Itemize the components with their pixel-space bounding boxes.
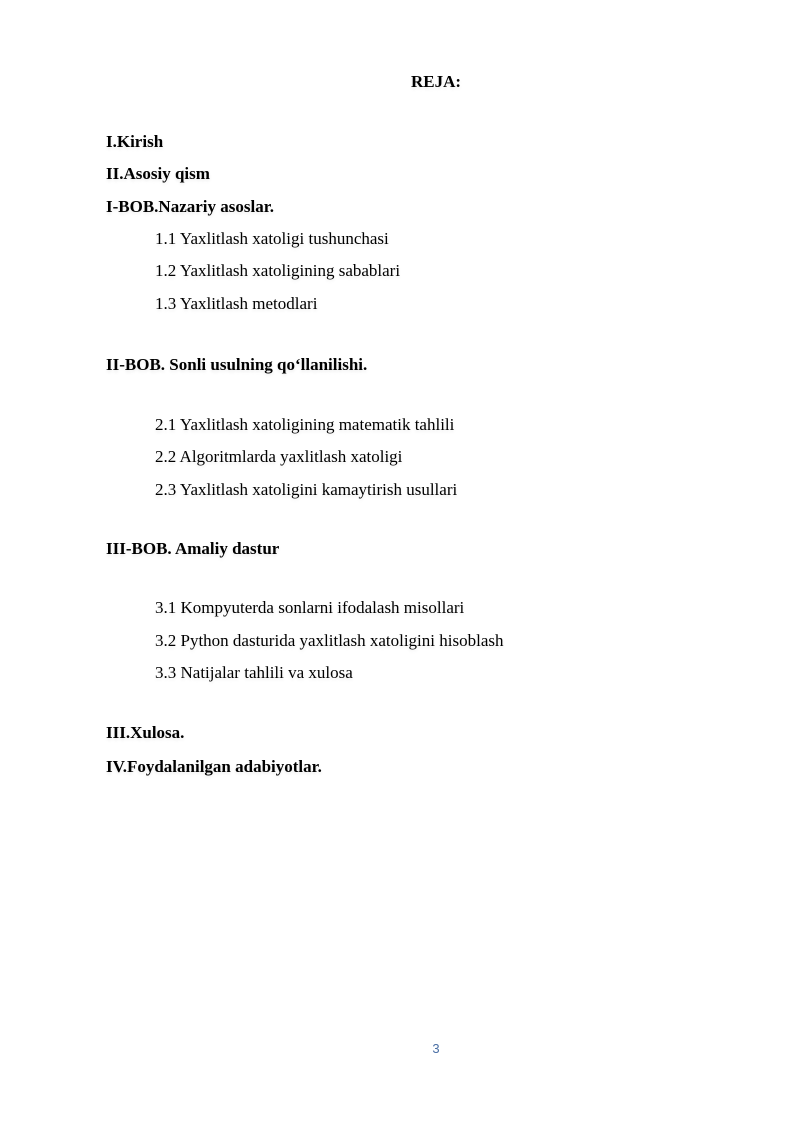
- page-title: REJA:: [410, 72, 462, 91]
- section-heading-asosiy-qism: II.Asosiy qism: [106, 164, 210, 183]
- toc-item-2-2: 2.2 Algoritmlarda yaxlitlash xatoligi: [155, 447, 403, 466]
- chapter-heading-1: I-BOB.Nazariy asoslar.: [106, 197, 274, 216]
- toc-item-3-2: 3.2 Python dasturida yaxlitlash xatoligini hisoblash: [155, 631, 504, 650]
- section-heading-xulosa: III.Xulosa.: [106, 723, 185, 742]
- toc-item-3-3: 3.3 Natijalar tahlili va xulosa: [155, 663, 353, 682]
- toc-item-1-2: 1.2 Yaxlitlash xatoligining sabablari: [155, 261, 401, 280]
- toc-item-2-1: 2.1 Yaxlitlash xatoligining matematik tahlili: [155, 415, 455, 434]
- toc-item-1-1: 1.1 Yaxlitlash xatoligi tushunchasi: [155, 229, 389, 248]
- toc-item-1-3: 1.3 Yaxlitlash metodlari: [155, 294, 318, 313]
- section-heading-kirish: I.Kirish: [106, 132, 164, 151]
- section-heading-adabiyotlar: IV.Foydalanilgan adabiyotlar.: [106, 757, 322, 776]
- toc-item-2-3: 2.3 Yaxlitlash xatoligini kamaytirish usullari: [155, 480, 458, 499]
- page-number: 3: [432, 1041, 440, 1056]
- chapter-heading-3: III-BOB. Amaliy dastur: [106, 539, 280, 558]
- toc-item-3-1: 3.1 Kompyuterda sonlarni ifodalash misollari: [155, 598, 465, 617]
- chapter-heading-2: II-BOB. Sonli usulning qo‘llanilishi.: [106, 355, 368, 374]
